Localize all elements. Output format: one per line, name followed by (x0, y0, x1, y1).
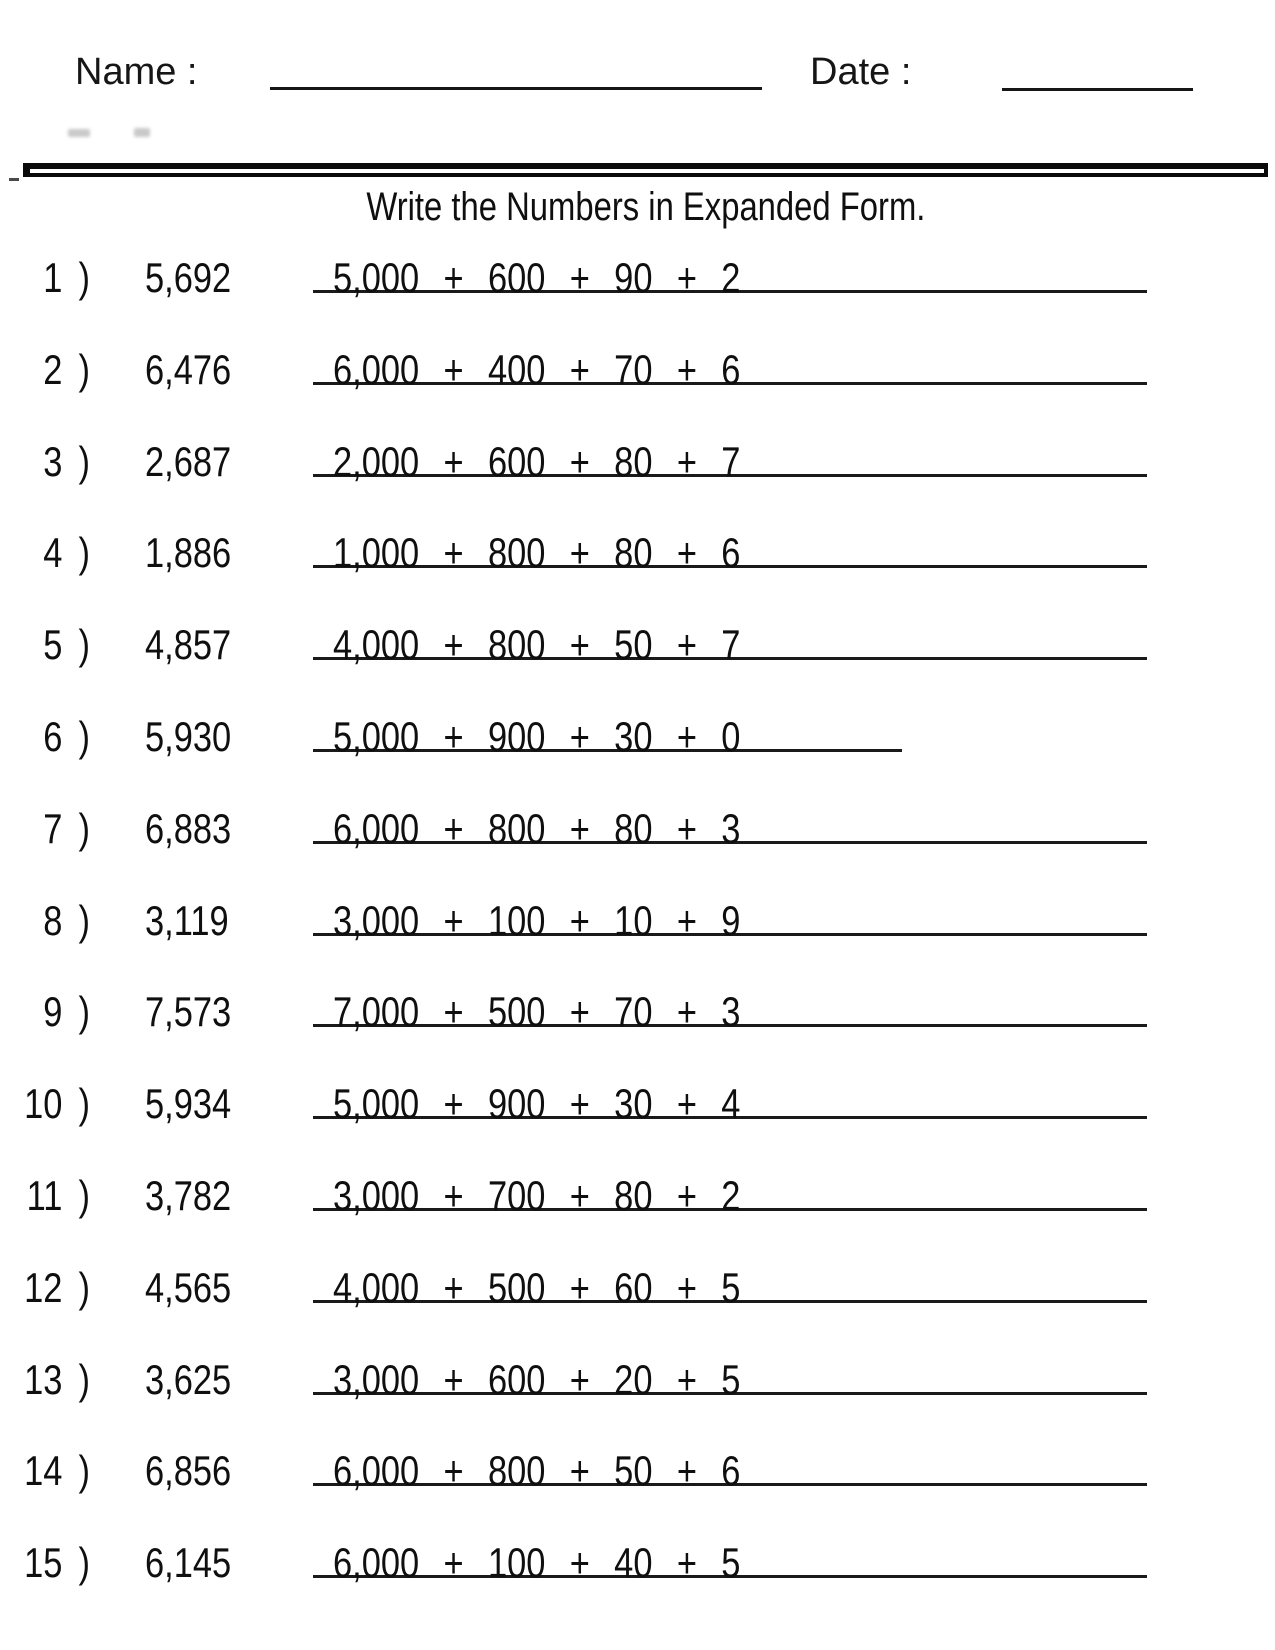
problem-row (0, 964, 1275, 1035)
problem-row (0, 781, 1275, 852)
problem-value: 5,934 (145, 1080, 232, 1127)
problem-value: 7,573 (145, 988, 232, 1035)
problem-row (0, 1056, 1275, 1127)
problem-number: 1 ) (43, 254, 90, 301)
problem-value: 6,145 (145, 1539, 232, 1586)
answer-text: 5,000 + 900 + 30 + 0 (333, 713, 741, 760)
problem-row (0, 230, 1275, 301)
problem-value: 1,886 (145, 529, 232, 576)
problem-row (0, 505, 1275, 576)
answer-text: 2,000 + 600 + 80 + 7 (333, 438, 741, 485)
answer-text: 5,000 + 900 + 30 + 4 (333, 1080, 741, 1127)
page-title (23, 185, 1268, 229)
answer-text: 5,000 + 600 + 90 + 2 (333, 254, 741, 301)
problem-number: 11 ) (26, 1172, 90, 1219)
problem-number: 10 ) (24, 1080, 90, 1127)
faint-print-artifact (68, 129, 90, 137)
answer-text: 6,000 + 100 + 40 + 5 (333, 1539, 741, 1586)
problem-value: 3,625 (145, 1356, 232, 1403)
problem-number: 8 ) (43, 897, 90, 944)
problem-row (0, 1423, 1275, 1494)
problem-row (0, 873, 1275, 944)
problem-number: 3 ) (43, 438, 90, 485)
date-blank-line (1002, 88, 1193, 91)
problem-value: 5,692 (145, 254, 232, 301)
problem-number: 2 ) (43, 346, 90, 393)
problem-number: 12 ) (24, 1264, 90, 1311)
problem-value: 4,565 (145, 1264, 232, 1311)
problem-row (0, 1332, 1275, 1403)
problem-row (0, 1515, 1275, 1586)
problem-row (0, 597, 1275, 668)
divider-left-dash (9, 178, 19, 181)
problem-value: 4,857 (145, 621, 232, 668)
problem-value: 2,687 (145, 438, 232, 485)
answer-text: 7,000 + 500 + 70 + 3 (333, 988, 741, 1035)
answer-text: 1,000 + 800 + 80 + 6 (333, 529, 741, 576)
problem-number: 7 ) (43, 805, 90, 852)
problem-value: 6,883 (145, 805, 232, 852)
problem-value: 5,930 (145, 713, 232, 760)
page-title-text: Write the Numbers in Expanded Form. (365, 185, 926, 229)
problem-value: 6,476 (145, 346, 232, 393)
problem-number: 6 ) (43, 713, 90, 760)
answer-text: 3,000 + 600 + 20 + 5 (333, 1356, 741, 1403)
problem-row (0, 322, 1275, 393)
answer-text: 3,000 + 100 + 10 + 9 (333, 897, 741, 944)
problem-row (0, 689, 1275, 760)
problem-row (0, 1240, 1275, 1311)
answer-text: 6,000 + 800 + 50 + 6 (333, 1447, 741, 1494)
answer-text: 6,000 + 400 + 70 + 6 (333, 346, 741, 393)
date-label: Date : (810, 51, 912, 93)
divider-inner-stripe (30, 169, 1264, 173)
problem-number: 9 ) (43, 988, 90, 1035)
problem-value: 6,856 (145, 1447, 232, 1494)
answer-text: 3,000 + 700 + 80 + 2 (333, 1172, 741, 1219)
problem-row (0, 1148, 1275, 1219)
name-label: Name : (75, 51, 198, 93)
name-blank-line (270, 87, 762, 90)
faint-print-artifact (134, 128, 150, 137)
answer-text: 4,000 + 800 + 50 + 7 (333, 621, 741, 668)
problem-row (0, 414, 1275, 485)
answer-text: 6,000 + 800 + 80 + 3 (333, 805, 741, 852)
problem-number: 5 ) (43, 621, 90, 668)
problem-value: 3,119 (145, 897, 229, 944)
problem-value: 3,782 (145, 1172, 232, 1219)
answer-text: 4,000 + 500 + 60 + 5 (333, 1264, 741, 1311)
problem-number: 4 ) (43, 529, 90, 576)
problem-number: 13 ) (24, 1356, 90, 1403)
problem-number: 14 ) (24, 1447, 90, 1494)
divider-double-rule (23, 163, 1268, 177)
problem-number: 15 ) (24, 1539, 90, 1586)
